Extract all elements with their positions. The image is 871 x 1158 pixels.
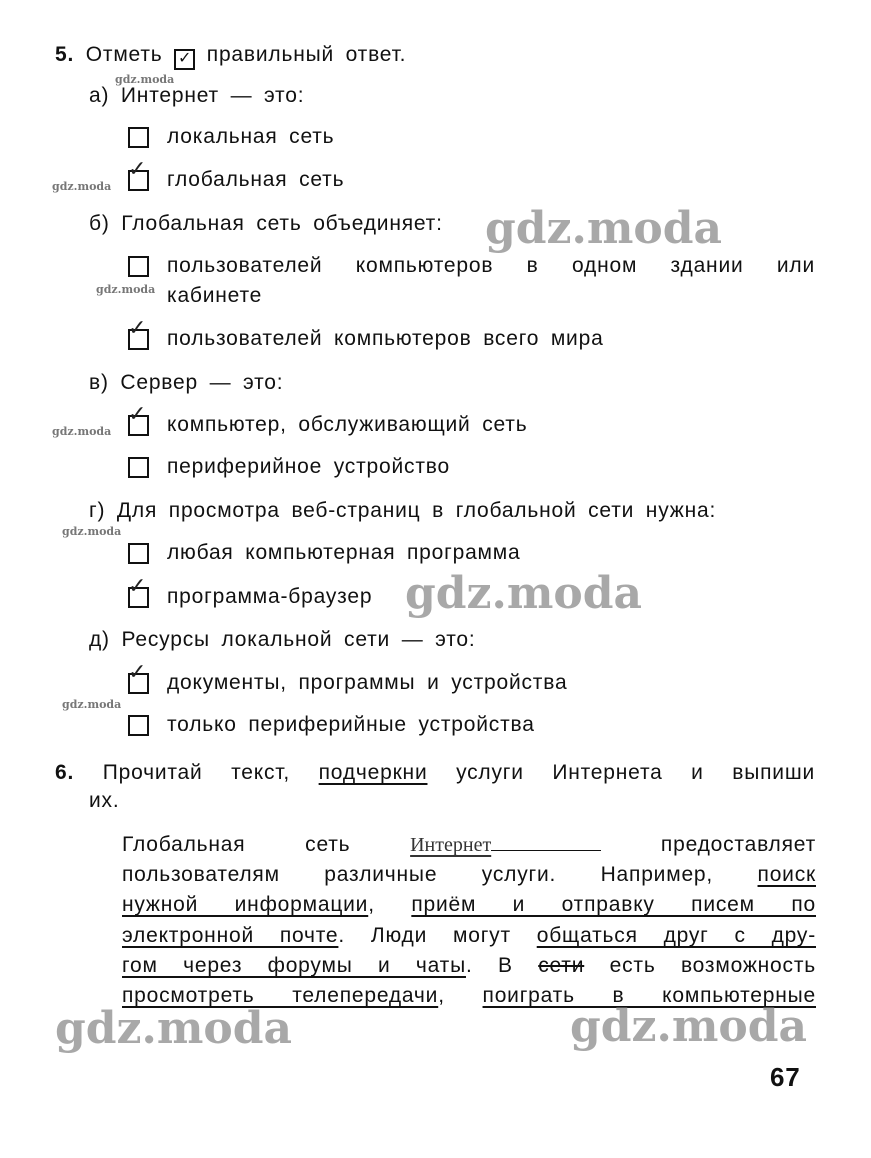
text: предоставляет <box>660 833 816 856</box>
task6-prompt: Прочитай текст, <box>102 761 291 784</box>
task6-prompt-end: их. <box>89 789 120 812</box>
watermark: gdz.moda <box>485 203 723 254</box>
task6-prompt-underlined: подчеркни <box>318 761 428 784</box>
option-text: глобальная сеть <box>167 168 345 191</box>
task5-prompt-before: Отметь <box>85 43 163 66</box>
watermark: gdz.moda <box>96 283 156 296</box>
option-text: пользователей компьютеров в одном здании или <box>167 254 815 277</box>
watermark: gdz.moda <box>52 180 112 193</box>
underlined-service: поиск <box>757 863 816 886</box>
text-line-1 <box>122 830 816 860</box>
underlined-service: поиграть в компьютерные <box>482 984 816 1007</box>
task6-number: 6. <box>55 761 75 784</box>
question-b-label: б) Глобальная сеть объединяет: <box>89 212 443 235</box>
check-icon: ✓ <box>128 659 147 684</box>
struck-word: сети <box>538 954 585 977</box>
underlined-service: нужной информации <box>122 893 369 916</box>
option-text: периферийное устройство <box>167 455 450 478</box>
checkbox-global-network[interactable] <box>128 156 149 191</box>
underlined-service: электронной почте <box>122 924 339 947</box>
option-text: документы, программы и устройства <box>167 671 568 694</box>
task6-header <box>55 760 815 786</box>
question-v-label: в) Сервер — это: <box>89 371 284 394</box>
option-text: программа-браузер <box>167 585 373 608</box>
handwritten-answer: Интернет <box>410 834 492 856</box>
option-text: пользователей компьютеров всего мира <box>167 327 604 350</box>
watermark: gdz.moda <box>405 568 643 619</box>
option-text: любая компьютерная программа <box>167 541 521 564</box>
text: . Люди могут <box>338 924 511 947</box>
question-g-label: г) Для просмотра веб-страниц в глобальной сети нужна: <box>89 499 717 522</box>
watermark: gdz.moda <box>570 1001 808 1052</box>
checkbox-server-computer[interactable] <box>128 401 149 436</box>
text: есть возможность <box>609 954 816 977</box>
checkbox-local-network[interactable] <box>128 127 149 148</box>
text-line-3 <box>122 890 816 920</box>
checkbox-documents[interactable] <box>128 659 149 694</box>
checkbox-whole-world[interactable] <box>128 315 149 350</box>
text: пользователям различные услуги. Например, <box>122 863 714 886</box>
option-text-continuation: кабинете <box>167 284 263 307</box>
text-line-2 <box>122 860 816 890</box>
watermark: gdz.moda <box>52 425 112 438</box>
check-icon: ✓ <box>128 156 147 181</box>
check-icon: ✓ <box>128 401 147 426</box>
watermark: gdz.moda <box>115 73 175 86</box>
checkbox-checked-icon: ✓ <box>174 49 195 70</box>
checkbox-only-peripheral[interactable] <box>128 715 149 736</box>
checkbox-one-building[interactable] <box>128 256 149 277</box>
task5-header <box>55 42 406 70</box>
check-icon: ✓ <box>128 315 147 340</box>
task6-prompt: услуги Интернета и выпиши <box>456 761 816 784</box>
page-number: 67 <box>770 1062 801 1092</box>
option-text: компьютер, обслуживающий сеть <box>167 413 528 436</box>
text-line-4 <box>122 921 816 951</box>
watermark: gdz.moda <box>62 698 122 711</box>
text: . В <box>465 954 513 977</box>
text: , <box>368 893 375 916</box>
checkbox-any-program[interactable] <box>128 543 149 564</box>
checkbox-peripheral[interactable] <box>128 457 149 478</box>
question-d-label: д) Ресурсы локальной сети — это: <box>89 628 476 651</box>
underlined-service: приём и отправку писем по <box>411 893 816 916</box>
question-a-label: а) Интернет — это: <box>89 84 305 107</box>
text: Глобальная сеть <box>122 833 351 856</box>
option-text: только периферийные устройства <box>167 713 535 736</box>
text-line-5 <box>122 951 816 981</box>
answer-blank[interactable] <box>491 850 601 851</box>
text: , <box>438 984 445 1007</box>
task5-number: 5. <box>55 43 75 66</box>
underlined-service: просмотреть телепередачи <box>122 984 439 1007</box>
underlined-service: гом через форумы и чаты <box>122 954 466 977</box>
underlined-service: общаться друг с дру- <box>536 924 816 947</box>
checkbox-browser[interactable] <box>128 573 149 608</box>
task5-prompt-after: правильный ответ. <box>206 43 407 66</box>
check-icon: ✓ <box>128 573 147 598</box>
watermark: gdz.moda <box>62 525 122 538</box>
option-text: локальная сеть <box>167 125 335 148</box>
watermark: gdz.moda <box>55 1003 293 1054</box>
